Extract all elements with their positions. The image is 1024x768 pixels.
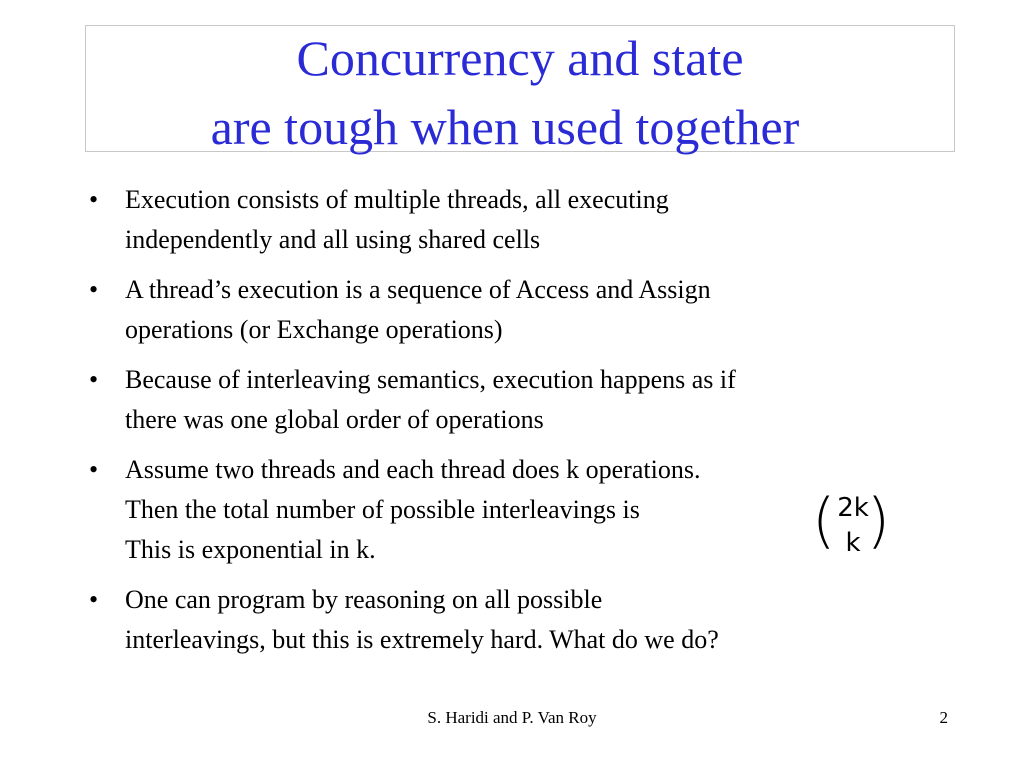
bullet-item [85, 270, 985, 350]
bullet-list [85, 180, 985, 670]
binomial-coefficient [810, 487, 892, 567]
right-parenthesis: ) [866, 486, 890, 556]
left-parenthesis: ( [812, 486, 836, 556]
bullet-line: interleavings, but this is extremely hard. What do we do? [125, 625, 719, 654]
bullet-line: This is exponential in k. [125, 535, 376, 564]
bullet-item [85, 580, 985, 660]
bullet-line: One can program by reasoning on all possible [125, 585, 603, 614]
binomial-bottom: k [845, 528, 861, 558]
bullet-item [85, 180, 985, 260]
title-box [85, 25, 955, 155]
page-number: 2 [939, 708, 948, 727]
bullet-marker: • [89, 275, 99, 304]
bullet-marker: • [89, 455, 99, 484]
bullet-line: Because of interleaving semantics, execution happens as if [125, 365, 736, 394]
footer-authors: S. Haridi and P. Van Roy [427, 708, 597, 727]
bullet-line: Execution consists of multiple threads, all executing [125, 185, 669, 214]
bullet-marker: • [89, 185, 99, 214]
bullet-line: Then the total number of possible interleavings is [125, 495, 640, 524]
bullet-line: operations (or Exchange operations) [125, 315, 503, 344]
slide-title-line-1: Concurrency and state [296, 30, 744, 86]
slide-title-line-2: are tough when used together [210, 99, 800, 155]
bullet-line: there was one global order of operations [125, 405, 544, 434]
bullet-line: independently and all using shared cells [125, 225, 541, 254]
binomial-top: 2k [837, 493, 869, 523]
bullet-line: Assume two threads and each thread does k operations. [125, 455, 701, 484]
bullet-line: A thread’s execution is a sequence of Access and Assign [125, 275, 711, 304]
bullet-marker: • [89, 365, 99, 394]
bullet-item [85, 360, 985, 440]
bullet-marker: • [89, 585, 99, 614]
